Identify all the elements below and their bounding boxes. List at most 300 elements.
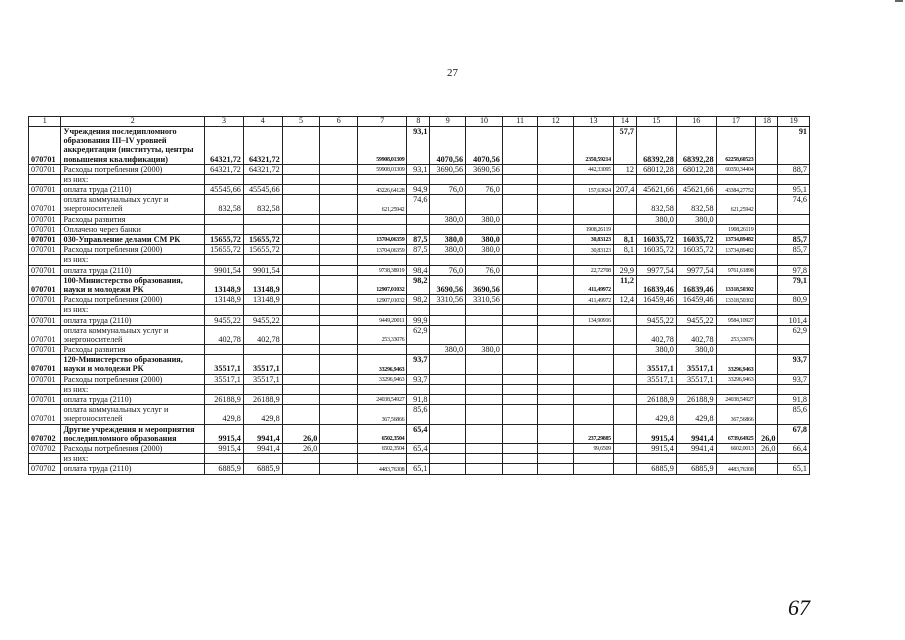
cell-value: [320, 295, 358, 305]
cell-value: [282, 185, 320, 195]
column-header: 8: [407, 117, 430, 127]
row-label: Расходы потребления (2000): [61, 443, 205, 453]
table-body: [29, 117, 810, 475]
cell-value: [756, 164, 778, 174]
cell-value: [502, 224, 538, 234]
cell-value: 402,78: [205, 325, 244, 344]
cell-value: [205, 345, 244, 355]
cell-percent: [407, 214, 430, 224]
cell-value: [430, 315, 466, 325]
cell-value: [430, 174, 466, 184]
cell-value: [756, 454, 778, 464]
cell-value: [538, 424, 574, 443]
cell-value: [282, 395, 320, 405]
column-header: 2: [61, 117, 205, 127]
cell-value: [502, 424, 538, 443]
cell-value: 3690,56: [430, 275, 466, 294]
cell-value: 64321,72: [243, 164, 282, 174]
cell-value: 380,0: [636, 214, 676, 224]
cell-value: [320, 224, 358, 234]
cell-value: 9941,4: [243, 424, 282, 443]
cell-value: [466, 195, 503, 214]
cell-value: [756, 464, 778, 474]
cell-value: 33296,9463: [358, 355, 407, 374]
cell-value: [538, 295, 574, 305]
row-code: 070701: [29, 345, 61, 355]
cell-value: 380,0: [430, 345, 466, 355]
cell-value: 9977,54: [676, 265, 716, 275]
cell-value: [574, 325, 614, 344]
cell-value: 411,49972: [574, 295, 614, 305]
cell-value: [358, 224, 407, 234]
cell-value: [205, 454, 244, 464]
cell-value: 16839,46: [676, 275, 716, 294]
cell-value: [502, 355, 538, 374]
cell-value: 26,0: [756, 443, 778, 453]
cell-value: [466, 224, 503, 234]
cell-value: 16459,46: [676, 295, 716, 305]
scan-edge-mark: [895, 0, 903, 2]
row-label: оплата труда (2110): [61, 265, 205, 275]
table-row: [29, 325, 810, 344]
table-row: [29, 235, 810, 245]
cell-value: [538, 265, 574, 275]
cell-value: [282, 164, 320, 174]
cell-percent: 65,4: [407, 443, 430, 453]
cell-value: 35517,1: [676, 355, 716, 374]
row-label: оплата труда (2110): [61, 315, 205, 325]
cell-value: 35517,1: [676, 374, 716, 384]
table-row: [29, 424, 810, 443]
cell-value: 3310,56: [430, 295, 466, 305]
cell-value: [466, 405, 503, 424]
cell-value: [502, 265, 538, 275]
cell-percent: 79,1: [778, 275, 810, 294]
cell-value: [205, 214, 244, 224]
cell-value: [320, 384, 358, 394]
cell-value: [320, 126, 358, 164]
cell-value: [282, 374, 320, 384]
cell-value: [716, 214, 756, 224]
cell-value: 380,0: [466, 245, 503, 255]
cell-percent: 85,7: [778, 235, 810, 245]
cell-value: 22,72708: [574, 265, 614, 275]
cell-value: 237,29885: [574, 424, 614, 443]
cell-value: 429,8: [243, 405, 282, 424]
cell-value: 402,78: [243, 325, 282, 344]
cell-value: [756, 195, 778, 214]
row-code: 070701: [29, 355, 61, 374]
cell-value: [282, 454, 320, 464]
cell-value: [636, 255, 676, 265]
cell-value: 402,78: [636, 325, 676, 344]
cell-value: 9455,22: [676, 315, 716, 325]
cell-value: 16459,46: [636, 295, 676, 305]
cell-value: 6602,0013: [716, 443, 756, 453]
cell-value: 13704,06359: [358, 235, 407, 245]
cell-value: [756, 185, 778, 195]
cell-value: [320, 305, 358, 315]
cell-value: [756, 214, 778, 224]
cell-value: [430, 443, 466, 453]
cell-value: [756, 305, 778, 315]
cell-value: [282, 315, 320, 325]
cell-value: [756, 325, 778, 344]
cell-value: [716, 384, 756, 394]
cell-value: [676, 255, 716, 265]
cell-value: 621,25942: [716, 195, 756, 214]
row-code: 070701: [29, 275, 61, 294]
row-code: 070701: [29, 224, 61, 234]
cell-value: 59908,01309: [358, 126, 407, 164]
cell-percent: [407, 224, 430, 234]
cell-value: [282, 305, 320, 315]
cell-value: [502, 255, 538, 265]
cell-value: 43384,27752: [716, 185, 756, 195]
row-code: 070701: [29, 185, 61, 195]
cell-value: [358, 174, 407, 184]
column-header: 11: [502, 117, 538, 127]
row-label: из них:: [61, 255, 205, 265]
cell-value: [756, 275, 778, 294]
cell-value: [574, 384, 614, 394]
row-label: оплата коммунальных услуг и энергоносителей: [61, 405, 205, 424]
cell-value: 3690,56: [466, 164, 503, 174]
cell-value: [243, 255, 282, 265]
cell-value: [538, 214, 574, 224]
cell-value: 45621,66: [636, 185, 676, 195]
cell-value: [756, 235, 778, 245]
header-row: [29, 117, 810, 127]
cell-value: [430, 424, 466, 443]
cell-value: 4483,76308: [358, 464, 407, 474]
cell-value: [756, 295, 778, 305]
cell-value: 832,58: [676, 195, 716, 214]
cell-value: [320, 443, 358, 453]
cell-value: [466, 315, 503, 325]
table-row: [29, 405, 810, 424]
cell-percent: 8,1: [613, 235, 636, 245]
cell-percent: [778, 224, 810, 234]
cell-percent: 91,8: [778, 395, 810, 405]
cell-value: [320, 345, 358, 355]
cell-value: [538, 126, 574, 164]
cell-value: 6885,9: [676, 464, 716, 474]
row-label: 100-Министерство образования, науки и молодежи РК: [61, 275, 205, 294]
cell-value: 157,63624: [574, 185, 614, 195]
cell-value: [756, 395, 778, 405]
cell-value: 33296,9463: [716, 374, 756, 384]
cell-value: [636, 174, 676, 184]
row-code: 070701: [29, 395, 61, 405]
cell-value: 16035,72: [676, 245, 716, 255]
cell-value: [538, 374, 574, 384]
cell-percent: [778, 174, 810, 184]
table-row: [29, 214, 810, 224]
cell-value: [574, 255, 614, 265]
cell-value: 13148,9: [243, 295, 282, 305]
cell-percent: [407, 305, 430, 315]
cell-percent: 95,1: [778, 185, 810, 195]
cell-value: 76,0: [466, 185, 503, 195]
row-label: Расходы развития: [61, 214, 205, 224]
cell-value: 2350,59214: [574, 126, 614, 164]
cell-value: [538, 395, 574, 405]
cell-value: 13148,9: [205, 275, 244, 294]
cell-value: 76,0: [430, 185, 466, 195]
row-label: Расходы развития: [61, 345, 205, 355]
cell-value: 68012,28: [676, 164, 716, 174]
cell-value: [466, 424, 503, 443]
row-code: [29, 255, 61, 265]
handwritten-signature: 67: [788, 595, 810, 620]
row-code: 070701: [29, 164, 61, 174]
cell-value: [716, 305, 756, 315]
cell-value: [205, 384, 244, 394]
cell-value: [430, 464, 466, 474]
column-header: 19: [778, 117, 810, 127]
cell-value: [466, 384, 503, 394]
row-code: 070701: [29, 374, 61, 384]
cell-value: [205, 305, 244, 315]
cell-value: 380,0: [676, 214, 716, 224]
cell-value: 429,8: [676, 405, 716, 424]
cell-value: 13318,50302: [716, 275, 756, 294]
cell-value: [358, 305, 407, 315]
cell-value: [320, 454, 358, 464]
cell-value: 9941,4: [676, 424, 716, 443]
cell-percent: 98,2: [407, 295, 430, 305]
cell-percent: 67,8: [778, 424, 810, 443]
cell-value: 30,83123: [574, 235, 614, 245]
cell-value: [756, 174, 778, 184]
cell-value: 380,0: [430, 235, 466, 245]
cell-value: [430, 224, 466, 234]
cell-percent: 88,7: [778, 164, 810, 174]
cell-value: [320, 164, 358, 174]
cell-value: [676, 224, 716, 234]
cell-value: [716, 345, 756, 355]
cell-value: [282, 224, 320, 234]
cell-value: [756, 255, 778, 265]
row-label: Расходы потребления (2000): [61, 164, 205, 174]
cell-value: [538, 235, 574, 245]
cell-value: [430, 255, 466, 265]
page-number: 27: [447, 67, 458, 79]
row-code: 070701: [29, 315, 61, 325]
cell-percent: 87,5: [407, 235, 430, 245]
cell-value: [676, 384, 716, 394]
cell-value: [320, 424, 358, 443]
cell-value: 15655,72: [243, 235, 282, 245]
cell-percent: 91,8: [407, 395, 430, 405]
cell-value: 9738,38919: [358, 265, 407, 275]
cell-value: 3690,56: [430, 164, 466, 174]
table-row: [29, 295, 810, 305]
cell-value: [282, 235, 320, 245]
cell-value: [756, 224, 778, 234]
cell-value: 24038,54927: [716, 395, 756, 405]
row-code: 070701: [29, 245, 61, 255]
cell-value: [538, 345, 574, 355]
cell-value: 9455,22: [243, 315, 282, 325]
cell-value: [502, 235, 538, 245]
cell-value: 9915,4: [636, 424, 676, 443]
cell-value: [243, 384, 282, 394]
row-label: Оплачено через банки: [61, 224, 205, 234]
cell-value: 6502,3504: [358, 424, 407, 443]
cell-value: 26188,9: [205, 395, 244, 405]
cell-value: [502, 305, 538, 315]
column-header: 14: [613, 117, 636, 127]
budget-table: [28, 116, 810, 475]
cell-value: [282, 255, 320, 265]
cell-value: [466, 325, 503, 344]
cell-value: 9915,4: [636, 443, 676, 453]
row-code: 070702: [29, 424, 61, 443]
cell-percent: [778, 345, 810, 355]
cell-value: [243, 305, 282, 315]
cell-value: 35517,1: [243, 374, 282, 384]
cell-value: [282, 355, 320, 374]
cell-value: [502, 245, 538, 255]
cell-value: 9761,61898: [716, 265, 756, 275]
table-row: [29, 126, 810, 164]
cell-value: 380,0: [466, 214, 503, 224]
cell-percent: [613, 405, 636, 424]
cell-value: 367,56866: [716, 405, 756, 424]
cell-value: 76,0: [466, 265, 503, 275]
cell-value: [430, 395, 466, 405]
cell-value: 68392,28: [676, 126, 716, 164]
cell-value: 411,49972: [574, 275, 614, 294]
cell-value: [756, 265, 778, 275]
row-code: 070701: [29, 325, 61, 344]
cell-value: [574, 305, 614, 315]
cell-percent: 97,8: [778, 265, 810, 275]
row-label: из них:: [61, 454, 205, 464]
cell-value: 13734,89482: [716, 245, 756, 255]
cell-value: [574, 395, 614, 405]
cell-value: 43226,64128: [358, 185, 407, 195]
cell-value: 9449,20011: [358, 315, 407, 325]
table-row: [29, 265, 810, 275]
cell-value: [756, 315, 778, 325]
cell-percent: [778, 305, 810, 315]
row-label: из них:: [61, 305, 205, 315]
row-code: [29, 454, 61, 464]
cell-value: 429,8: [636, 405, 676, 424]
cell-value: [430, 355, 466, 374]
cell-percent: [613, 305, 636, 315]
cell-value: [538, 355, 574, 374]
cell-value: [282, 265, 320, 275]
cell-value: [502, 374, 538, 384]
table-row: [29, 275, 810, 294]
cell-value: 13704,06359: [358, 245, 407, 255]
cell-value: [430, 374, 466, 384]
cell-value: 45621,66: [676, 185, 716, 195]
cell-value: 26,0: [282, 443, 320, 453]
cell-percent: 74,6: [407, 195, 430, 214]
cell-value: [538, 174, 574, 184]
cell-percent: 11,2: [613, 275, 636, 294]
table-row: [29, 374, 810, 384]
row-label: оплата труда (2110): [61, 395, 205, 405]
cell-value: [502, 185, 538, 195]
cell-value: 4070,56: [430, 126, 466, 164]
cell-percent: 85,6: [407, 405, 430, 424]
cell-value: 380,0: [676, 345, 716, 355]
cell-value: [538, 443, 574, 453]
cell-percent: [407, 454, 430, 464]
cell-percent: 29,9: [613, 265, 636, 275]
cell-value: 68392,28: [636, 126, 676, 164]
row-label: Расходы потребления (2000): [61, 374, 205, 384]
cell-value: [320, 355, 358, 374]
cell-percent: [613, 195, 636, 214]
cell-value: [502, 443, 538, 453]
cell-value: 62258,60523: [716, 126, 756, 164]
cell-value: 16035,72: [676, 235, 716, 245]
cell-value: [574, 214, 614, 224]
cell-value: 380,0: [466, 345, 503, 355]
cell-value: 33296,9463: [358, 374, 407, 384]
column-header: 10: [466, 117, 503, 127]
column-header: 4: [243, 117, 282, 127]
table-row: [29, 195, 810, 214]
cell-value: [538, 315, 574, 325]
cell-percent: [407, 345, 430, 355]
cell-value: [320, 245, 358, 255]
cell-percent: 207,4: [613, 185, 636, 195]
cell-value: 12907,01032: [358, 275, 407, 294]
cell-value: 9941,4: [243, 443, 282, 453]
row-code: [29, 305, 61, 315]
column-header: 17: [716, 117, 756, 127]
cell-percent: 101,4: [778, 315, 810, 325]
cell-value: 9584,10927: [716, 315, 756, 325]
cell-value: [538, 405, 574, 424]
cell-percent: 93,1: [407, 164, 430, 174]
row-code: 070701: [29, 405, 61, 424]
cell-percent: [778, 454, 810, 464]
cell-percent: 91: [778, 126, 810, 164]
cell-value: [320, 325, 358, 344]
cell-value: 832,58: [243, 195, 282, 214]
table-row: [29, 454, 810, 464]
cell-value: 30,83123: [574, 245, 614, 255]
row-code: 070701: [29, 214, 61, 224]
cell-value: [320, 185, 358, 195]
row-label: 120-Министерство образования, науки и молодежи РК: [61, 355, 205, 374]
cell-value: 442,33095: [574, 164, 614, 174]
cell-percent: [613, 224, 636, 234]
cell-percent: [613, 345, 636, 355]
cell-value: 35517,1: [636, 374, 676, 384]
cell-value: [466, 464, 503, 474]
cell-value: 832,58: [205, 195, 244, 214]
cell-value: 45545,66: [205, 185, 244, 195]
cell-value: [466, 305, 503, 315]
cell-value: [466, 355, 503, 374]
cell-value: [320, 374, 358, 384]
cell-percent: [613, 384, 636, 394]
column-header: 13: [574, 117, 614, 127]
cell-value: 380,0: [430, 245, 466, 255]
cell-value: [502, 126, 538, 164]
cell-value: [574, 355, 614, 374]
